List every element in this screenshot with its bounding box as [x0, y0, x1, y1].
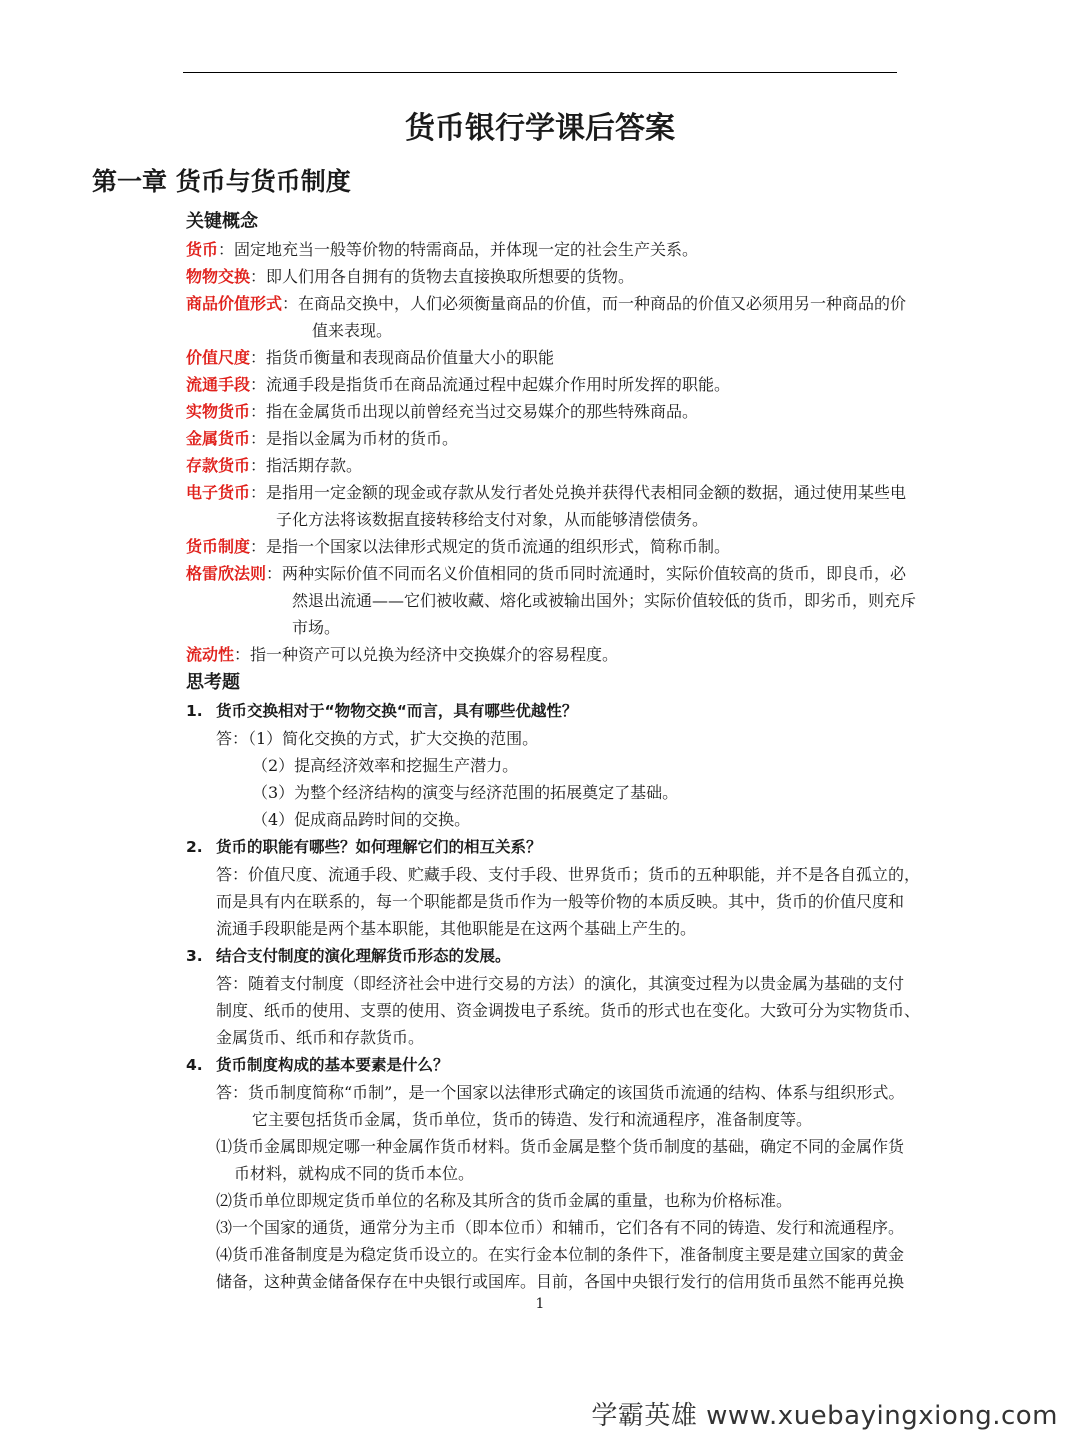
term-label: 物物交换 [186, 267, 251, 286]
term-definition: ：两种实际价值不同而名义价值相同的货币同时流通时，实际价值较高的货币，即良币，必 [266, 564, 907, 583]
answer-point-cont: 储备，这种黄金储备保存在中央银行或国库。目前，各国中央银行发行的信用货币虽然不能再兑换 [216, 1272, 905, 1291]
questions-heading: 思考题 [186, 672, 240, 693]
question-number: 3. [186, 947, 203, 965]
term-label: 电子货币 [186, 483, 251, 502]
term-label: 金属货币 [186, 429, 251, 448]
answer-line: （2）提高经济效率和挖掘生产潜力。 [252, 756, 519, 775]
document-title: 货币银行学课后答案 [405, 111, 675, 146]
question-item [186, 833, 986, 861]
term-definition-cont: 然退出流通——它们被收藏、熔化或被输出国外；实际价值较低的货币，即劣币，则充斥 [292, 591, 917, 610]
term-definition: ：在商品交换中，人们必须衡量商品的价值，而一种商品的价值又必须用另一种商品的价 [282, 294, 907, 313]
term-item [186, 344, 986, 371]
term-label: 流通手段 [186, 375, 251, 394]
term-label: 商品价值形式 [186, 294, 283, 313]
answer-point: ⑷货币准备制度是为稳定货币设立的。在实行金本位制的条件下，准备制度主要是建立国家的黄金 [216, 1245, 905, 1264]
key-concepts-heading: 关键概念 [186, 211, 258, 232]
answer-line: 答：货币制度简称“币制”，是一个国家以法律形式确定的该国货币流通的结构、体系与组织形式。 [216, 1083, 905, 1102]
answer-line: 答：随着支付制度（即经济社会中进行交易的方法）的演化，其演变过程为以贵金属为基础的支付 [216, 974, 905, 993]
term-definition: ：流通手段是指货币在商品流通过程中起媒介作用时所发挥的职能。 [250, 375, 731, 394]
term-item [186, 236, 986, 263]
question-item [186, 697, 986, 725]
term-item [186, 560, 986, 641]
chapter-heading: 第一章 货币与货币制度 [92, 167, 351, 196]
term-definition: ：指活期存款。 [250, 456, 363, 475]
answer-line: 制度、纸币的使用、支票的使用、资金调拨电子系统。货币的形式也在变化。大致可分为实物货币、 [216, 1001, 921, 1020]
term-label: 货币制度 [186, 537, 251, 556]
term-label: 流动性 [186, 645, 235, 664]
term-item [186, 263, 986, 290]
term-definition: ：固定地充当一般等价物的特需商品，并体现一定的社会生产关系。 [218, 240, 699, 259]
term-definition: ：是指一个国家以法律形式规定的货币流通的组织形式，简称币制。 [250, 537, 731, 556]
question-number: 2. [186, 838, 203, 856]
term-definition: ：指一种资产可以兑换为经济中交换媒介的容易程度。 [234, 645, 619, 664]
answer-point: ⑶一个国家的通货，通常分为主币（即本位币）和辅币，它们各有不同的铸造、发行和流通程序。 [216, 1218, 905, 1237]
answer-line: 它主要包括货币金属，货币单位，货币的铸造、发行和流通程序，准备制度等。 [252, 1110, 813, 1129]
question-number: 4. [186, 1056, 203, 1074]
term-definition: ：指货币衡量和表现商品价值量大小的职能 [250, 348, 555, 367]
question-text: 货币制度构成的基本要素是什么？ [216, 1056, 449, 1074]
term-item [186, 398, 986, 425]
answer-point: ⑵货币单位即规定货币单位的名称及其所含的货币金属的重量，也称为价格标准。 [216, 1191, 793, 1210]
site-watermark[interactable]: 学霸英雄 www.xuebayingxiong.com [591, 1401, 1058, 1431]
term-item [186, 452, 986, 479]
term-definition-cont: 值来表现。 [312, 321, 393, 340]
term-definition: ：即人们用各自拥有的货物去直接换取所想要的货物。 [250, 267, 635, 286]
term-item [186, 371, 986, 398]
term-item [186, 533, 986, 560]
term-item [186, 290, 986, 344]
term-label: 存款货币 [186, 456, 251, 475]
answer-line: 金属货币、纸币和存款货币。 [216, 1028, 425, 1047]
term-item [186, 641, 986, 668]
question-text: 货币交换相对于“物物交换“而言，具有哪些优越性？ [216, 702, 578, 720]
question-item [186, 1051, 986, 1079]
header-rule [183, 72, 897, 73]
term-label: 价值尺度 [186, 348, 251, 367]
term-definition-cont: 市场。 [292, 618, 341, 637]
question-text: 货币的职能有哪些？如何理解它们的相互关系？ [216, 838, 542, 856]
term-item [186, 479, 986, 533]
answer-line: （3）为整个经济结构的演变与经济范围的拓展奠定了基础。 [252, 783, 679, 802]
answer-line: 而是具有内在联系的，每一个职能都是货币作为一般等价物的本质反映。其中，货币的价值尺度和 [216, 892, 905, 911]
answer-line: 流通手段职能是两个基本职能，其他职能是在这两个基础上产生的。 [216, 919, 697, 938]
term-label: 实物货币 [186, 402, 251, 421]
question-number: 1. [186, 702, 203, 720]
answer-line: 答：（1）简化交换的方式，扩大交换的范围。 [216, 729, 539, 748]
page-number: 1 [535, 1296, 545, 1312]
term-label: 格雷欣法则 [186, 564, 267, 583]
term-definition: ：是指以金属为币材的货币。 [250, 429, 459, 448]
answer-point: ⑴货币金属即规定哪一种金属作货币材料。货币金属是整个货币制度的基础，确定不同的金属作货 [216, 1137, 905, 1156]
term-label: 货币 [186, 240, 219, 259]
answer-line: 答：价值尺度、流通手段、贮藏手段、支付手段、世界货币；货币的五种职能，并不是各自孤立的， [216, 865, 921, 884]
term-item [186, 425, 986, 452]
term-definition-cont: 子化方法将该数据直接转移给支付对象，从而能够清偿债务。 [276, 510, 709, 529]
question-text: 结合支付制度的演化理解货币形态的发展。 [216, 947, 511, 965]
answer-line: （4）促成商品跨时间的交换。 [252, 810, 471, 829]
term-definition: ：指在金属货币出现以前曾经充当过交易媒介的那些特殊商品。 [250, 402, 699, 421]
question-item [186, 942, 986, 970]
page-content [186, 207, 986, 1295]
answer-point-cont: 币材料，就构成不同的货币本位。 [234, 1164, 475, 1183]
term-definition: ：是指用一定金额的现金或存款从发行者处兑换并获得代表相同金额的数据，通过使用某些电 [250, 483, 907, 502]
